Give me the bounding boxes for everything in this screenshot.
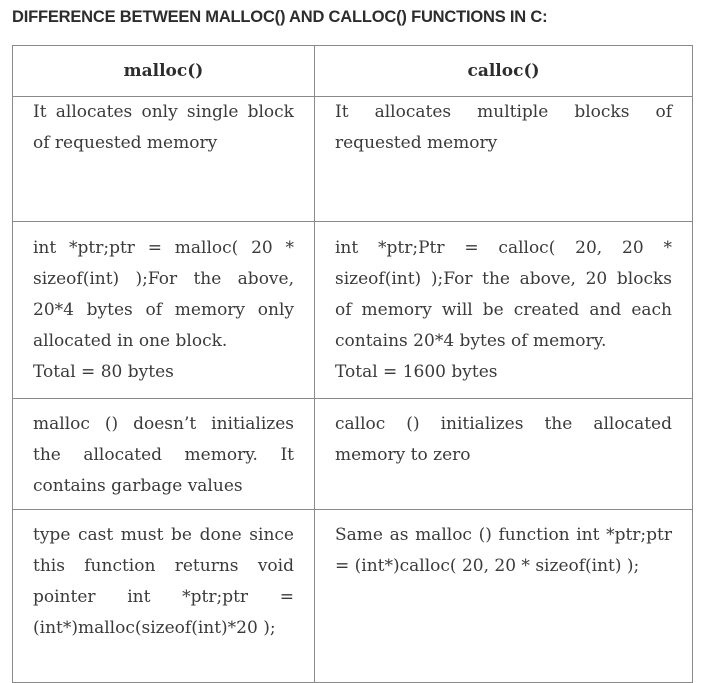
table-header-row xyxy=(13,46,693,97)
cell-text: It allocates only single block of requested memory xyxy=(33,102,294,153)
calloc-cell xyxy=(315,399,693,510)
table-row xyxy=(13,222,693,399)
comparison-table xyxy=(12,45,693,683)
page-title: DIFFERENCE BETWEEN MALLOC() AND CALLOC() FUNCTIONS IN C: xyxy=(12,8,548,26)
cell-text: It allocates multiple blocks of requested memory xyxy=(335,102,672,153)
table-row xyxy=(13,399,693,510)
malloc-cell xyxy=(13,510,315,683)
header-malloc: malloc() xyxy=(13,46,315,97)
malloc-cell xyxy=(13,97,315,222)
calloc-cell xyxy=(315,222,693,399)
cell-total: Total = 1600 bytes xyxy=(335,362,498,382)
cell-text: malloc () doesn’t initializes the allocated memory. It contains garbage values xyxy=(33,414,294,496)
cell-text: type cast must be done since this function returns void pointer int *ptr;ptr = (int*)malloc(sizeof(int)*20 ); xyxy=(33,525,294,638)
cell-text: int *ptr;ptr = malloc( 20 * sizeof(int) );For the above, 20*4 bytes of memory only allocated in one block. xyxy=(33,238,294,351)
cell-total: Total = 80 bytes xyxy=(33,362,174,382)
calloc-cell xyxy=(315,97,693,222)
table-row xyxy=(13,97,693,222)
calloc-cell xyxy=(315,510,693,683)
table-row xyxy=(13,510,693,683)
header-calloc: calloc() xyxy=(315,46,693,97)
cell-text: calloc () initializes the allocated memory to zero xyxy=(335,414,672,465)
malloc-cell xyxy=(13,222,315,399)
malloc-cell xyxy=(13,399,315,510)
comparison-table-container xyxy=(12,45,692,683)
cell-text: int *ptr;Ptr = calloc( 20, 20 * sizeof(int) );For the above, 20 blocks of memory will be created and each contains 20*4 bytes of memory. xyxy=(335,238,672,351)
cell-text: Same as malloc () function int *ptr;ptr = (int*)calloc( 20, 20 * sizeof(int) ); xyxy=(335,525,672,576)
